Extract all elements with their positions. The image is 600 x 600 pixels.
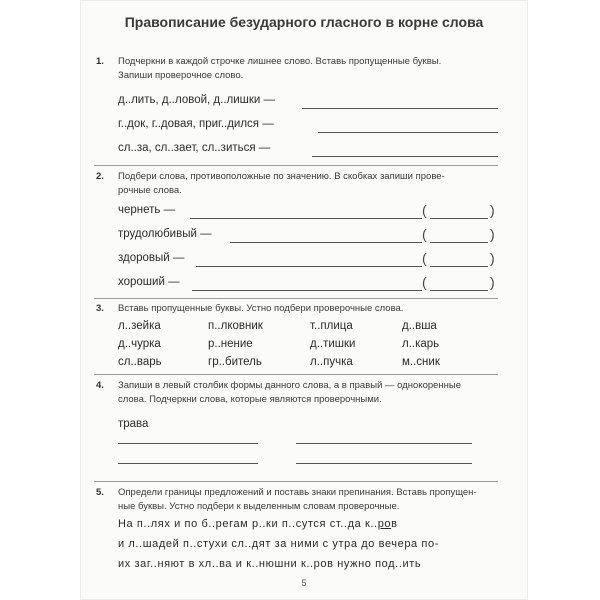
- task1-line-1: д..лить, д..ловой, д..лишки —: [118, 94, 276, 106]
- separator: [94, 374, 498, 375]
- workbook-page: [80, 0, 528, 600]
- task3-word: д..тишки: [310, 338, 356, 350]
- task2-paren-close-2: ): [490, 226, 495, 242]
- task2-paren-open-4: (: [422, 274, 427, 290]
- task5-text-segment: На п..лях и по б..регам р..ки п..сутся ст..да к..: [118, 518, 378, 530]
- task2-paren-close-3: ): [490, 250, 495, 266]
- task3-word: д..чурка: [118, 338, 161, 350]
- task4-instruction-line2: слова. Подчеркни слова, которые являются проверочными.: [118, 394, 382, 405]
- task4-number: 4.: [96, 380, 104, 391]
- task2-number: 2.: [96, 171, 104, 182]
- task3-word: р..нение: [208, 338, 253, 350]
- task3-word: л..зейка: [118, 320, 161, 332]
- task2-answer-line-4: [192, 290, 422, 291]
- task2-paren-open-2: (: [422, 226, 427, 242]
- task3-word: гр..битель: [208, 356, 262, 368]
- task3-word: п..лковник: [208, 320, 263, 332]
- task2-check-line-4: [430, 290, 488, 291]
- task5-number: 5.: [96, 487, 104, 498]
- task2-line-4: хороший —: [118, 276, 180, 288]
- task1-instruction-line2: Запиши проверочное слово.: [118, 70, 244, 81]
- task4-right-line-1: [296, 443, 472, 444]
- task2-answer-line-2: [230, 242, 422, 243]
- task1-line-3: сл..за, сл..зает, сл..зиться —: [118, 142, 271, 154]
- task2-paren-close-4: ): [490, 274, 495, 290]
- task5-text-segment: и л..шадей п..стухи сл..дят за ними с утра до вечера по-: [118, 538, 439, 550]
- task2-check-line-3: [430, 266, 488, 267]
- task4-instruction-line1: Запиши в левый столбик формы данного слова, а в правый — однокоренные: [118, 380, 462, 391]
- task5-highlighted-word: ро: [377, 518, 392, 530]
- task2-paren-close-1: ): [490, 202, 495, 218]
- task1-answer-line-2: [318, 132, 498, 133]
- task5-text-segment: их заг..няют в хл..ва и к..нюшни к..ров нужно под..ить: [118, 558, 422, 570]
- task5-text-segment: в: [391, 518, 398, 530]
- task2-answer-line-3: [196, 266, 422, 267]
- task3-word: сл..варь: [118, 356, 162, 368]
- separator: [94, 298, 498, 299]
- page-title: Правописание безударного гласного в корне слова: [124, 14, 484, 30]
- task4-right-line-2: [296, 463, 472, 464]
- task3-word: л..пучка: [310, 356, 353, 368]
- task3-word: м..сник: [402, 356, 440, 368]
- task2-instruction-line2: рочные слова.: [118, 185, 182, 196]
- task4-left-line-1: [118, 443, 258, 444]
- task2-check-line-2: [430, 242, 488, 243]
- task2-check-line-1: [430, 218, 488, 219]
- separator: [94, 481, 498, 482]
- task1-answer-line-3: [312, 156, 498, 157]
- task4-left-line-2: [118, 463, 258, 464]
- task5-text-line-3: [118, 558, 421, 570]
- task2-line-2: трудолюбивый —: [118, 228, 212, 240]
- task1-answer-line-1: [302, 108, 498, 109]
- task2-paren-open-3: (: [422, 250, 427, 266]
- task1-number: 1.: [96, 56, 104, 67]
- task2-paren-open-1: (: [422, 202, 427, 218]
- separator: [94, 165, 498, 166]
- task3-word: л..карь: [402, 338, 440, 350]
- task3-word: т..плица: [310, 320, 353, 332]
- task2-line-1: чернеть —: [118, 204, 176, 216]
- task2-instruction-line1: Подбери слова, противоположные по значению. В скобках запиши прове-: [118, 171, 445, 182]
- task5-instruction-line1: Определи границы предложений и поставь знаки препинания. Вставь пропущен-: [118, 487, 477, 498]
- task5-text-line-2: [118, 538, 439, 550]
- task1-instruction-line1: Подчеркни в каждой строчке лишнее слово. Вставь пропущенные буквы.: [118, 56, 442, 67]
- task3-instruction: Вставь пропущенные буквы. Устно подбери проверочные слова.: [118, 303, 404, 314]
- task4-word: трава: [118, 418, 149, 430]
- task2-answer-line-1: [190, 218, 422, 219]
- task5-instruction-line2: ные буквы. Устно подбери к выделенным словам проверочные.: [118, 501, 400, 512]
- task2-line-3: здоровый —: [118, 252, 185, 264]
- task3-number: 3.: [96, 303, 104, 314]
- task3-word: д..вша: [402, 320, 437, 332]
- page-number: 5: [301, 578, 307, 588]
- task1-line-2: г..док, г..довая, приг..дился —: [118, 118, 274, 130]
- task5-text-line-1: [118, 518, 398, 530]
